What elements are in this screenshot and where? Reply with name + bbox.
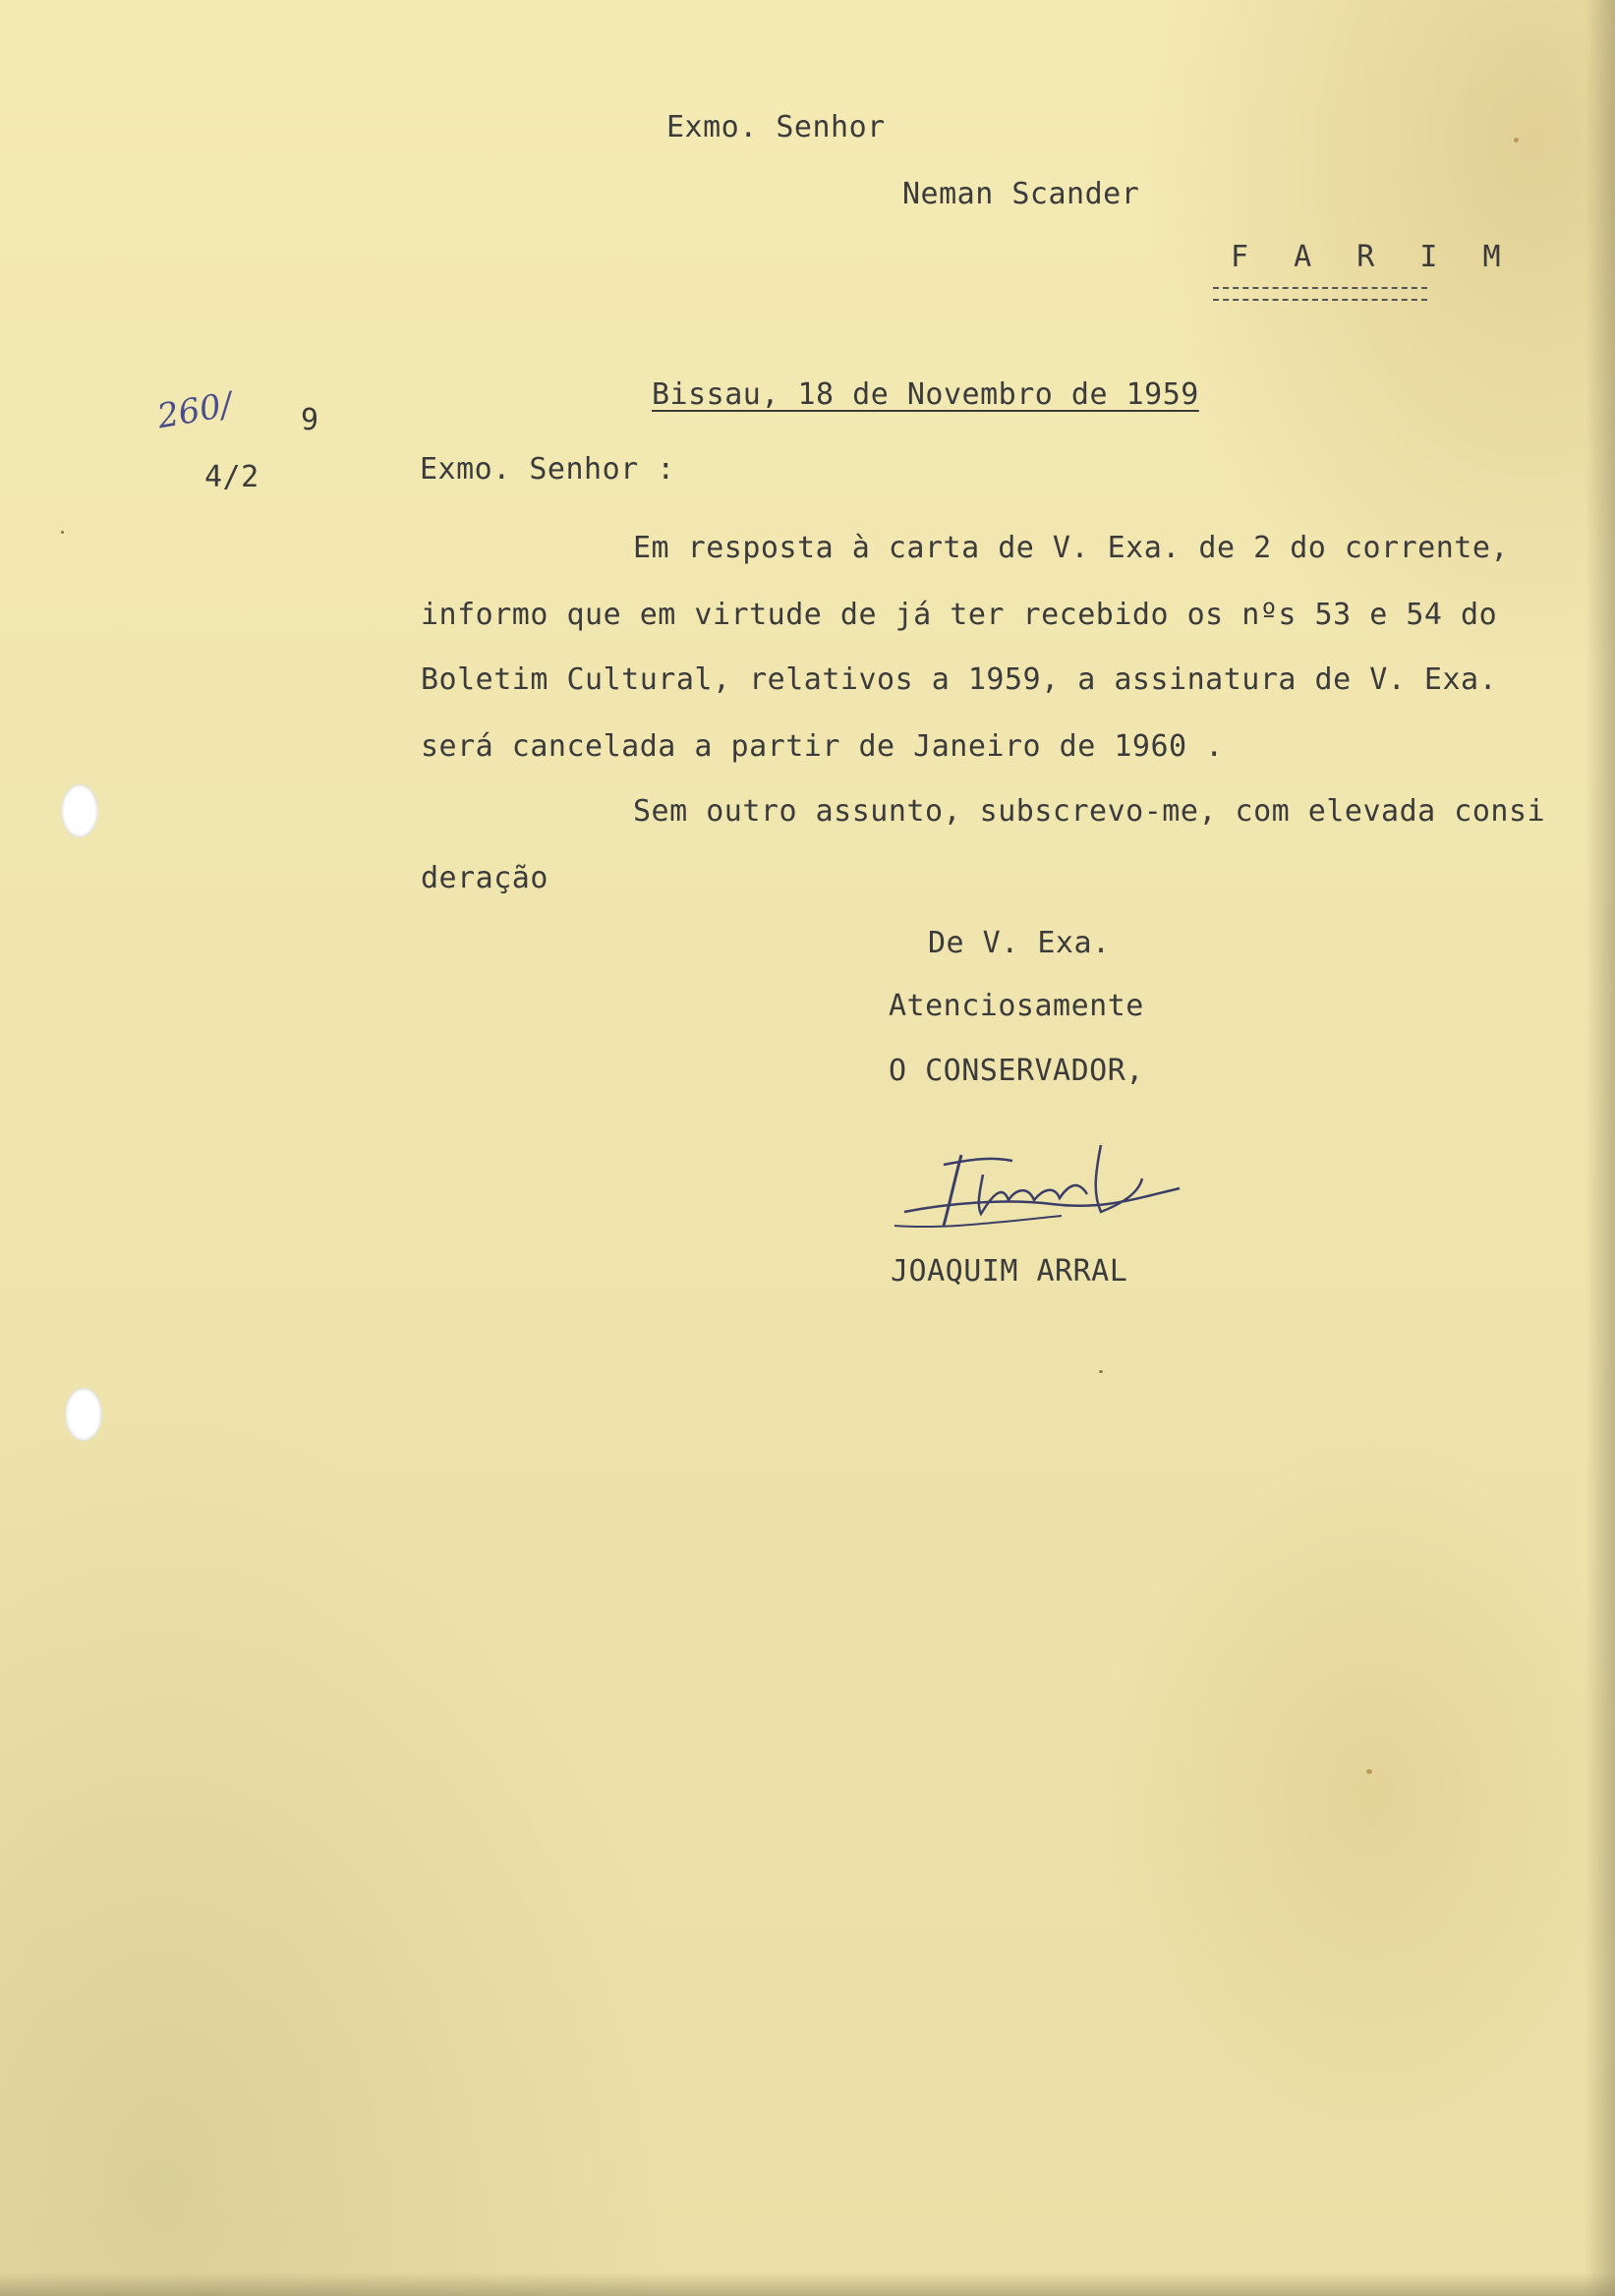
page-edge-shadow — [1586, 0, 1615, 2296]
body-line: informo que em virtude de já ter recebido os nºs 53 e 54 do — [421, 598, 1498, 632]
body-line: Sem outro assunto, subscrevo-me, com elevada consi — [633, 794, 1546, 829]
margin-reference: 260/ — [154, 384, 236, 437]
recipient-salutation: Exmo. Senhor — [666, 110, 886, 144]
closing-line: Atenciosamente — [889, 989, 1144, 1023]
closing-line: De V. Exa. — [928, 926, 1111, 960]
paper-speck — [1514, 138, 1519, 143]
margin-page-ratio: 4/2 — [204, 460, 260, 494]
recipient-place: F A R I M — [1231, 240, 1515, 274]
punch-hole-top — [61, 784, 98, 837]
body-line: será cancelada a partir de Janeiro de 1960 . — [421, 729, 1224, 764]
body-line: deração — [421, 861, 548, 895]
closing-line: O CONSERVADOR, — [889, 1054, 1144, 1088]
paper-speck — [1099, 1370, 1103, 1373]
signature — [885, 1135, 1199, 1243]
margin-reference-suffix: 9 — [301, 403, 319, 437]
salutation: Exmo. Senhor : — [420, 452, 675, 487]
body-line: Em resposta à carta de V. Exa. de 2 do corrente, — [633, 531, 1509, 565]
page-bottom-shadow — [0, 2272, 1615, 2296]
body-line: Boletim Cultural, relativos a 1959, a assinatura de V. Exa. — [421, 662, 1498, 697]
recipient-name: Neman Scander — [902, 177, 1140, 211]
recipient-place-double-rule — [1213, 287, 1427, 301]
punch-hole-bottom — [65, 1388, 102, 1441]
signer-name: JOAQUIM ARRAL — [891, 1254, 1128, 1289]
date-line: Bissau, 18 de Novembro de 1959 — [652, 377, 1199, 412]
paper-speck — [1366, 1769, 1372, 1774]
paper-speck — [61, 531, 64, 534]
